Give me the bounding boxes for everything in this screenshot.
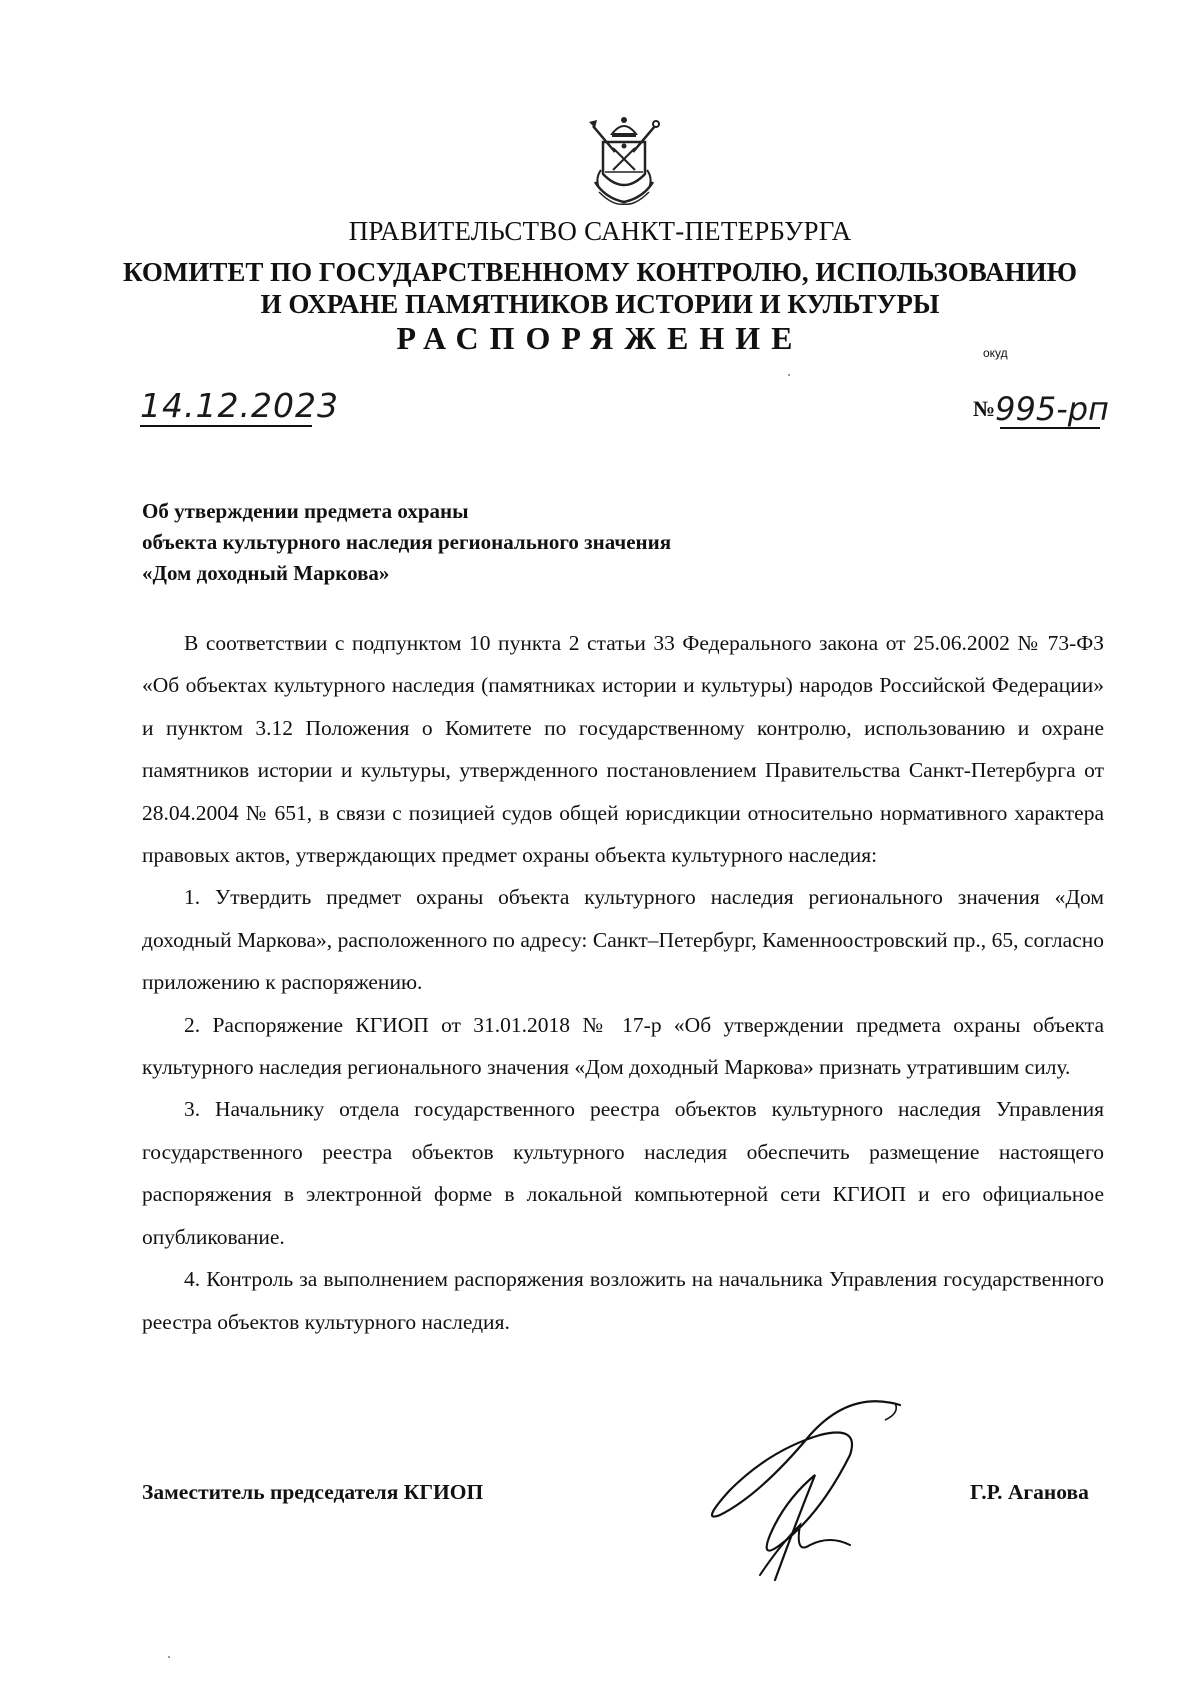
order-item-3: 3. Начальнику отдела государственного реестра объектов культурного наследия Управления государственного реестра объектов культурного наследия обеспечить размещение настоящего распоряжения в электронной форме в локальной компьютерной сети КГИОП и его официальное опубликование. — [142, 1097, 1104, 1249]
okud-label: окуд — [983, 346, 1008, 360]
number-sign: № — [973, 396, 996, 421]
subject-line3: «Дом доходный Маркова» — [142, 561, 390, 585]
signatory-name: Г.Р. Аганова — [970, 1480, 1089, 1504]
document-number: 995-рп — [995, 390, 1109, 428]
order-item-2: 2. Распоряжение КГИОП от 31.01.2018 № 17-р «Об утверждении предмета охраны объекта культурного наследия регионального значения «Дом доходный Маркова» признать утратившим силу. — [142, 1012, 1104, 1080]
document-subject — [142, 496, 671, 589]
document-body — [142, 622, 1104, 1343]
order-item-4: 4. Контроль за выполнением распоряжения возложить на начальника Управления государственного реестра объектов культурного наследия. — [142, 1267, 1104, 1334]
committee-name — [0, 256, 1200, 320]
committee-name-line2: И ОХРАНЕ ПАМЯТНИКОВ ИСТОРИИ И КУЛЬТУРЫ — [260, 289, 940, 319]
scan-artifact — [788, 374, 790, 376]
handwritten-signature-icon — [700, 1395, 910, 1595]
number-underline — [1000, 427, 1100, 429]
signatory-title: Заместитель председателя КГИОП — [142, 1480, 484, 1504]
document-type: РАСПОРЯЖЕНИЕ — [396, 320, 804, 356]
subject-line2: объекта культурного наследия регионального значения — [142, 530, 672, 554]
document-number-field — [973, 390, 1109, 428]
order-item-1: 1. Утвердить предмет охраны объекта культурного наследия регионального значения «Дом доходный Маркова», расположенного по адресу: Санкт–Петербург, Каменноостровский пр., 65, согласно приложению к распоряжению. — [142, 885, 1104, 995]
government-name: ПРАВИТЕЛЬСТВО САНКТ-ПЕТЕРБУРГА — [348, 216, 852, 246]
scan-artifact — [168, 1656, 170, 1658]
committee-name-line1: КОМИТЕТ ПО ГОСУДАРСТВЕННОМУ КОНТРОЛЮ, ИСПОЛЬЗОВАНИЮ — [123, 257, 1077, 287]
coat-of-arms-icon — [585, 112, 663, 208]
date-underline — [140, 425, 312, 427]
preamble-paragraph: В соответствии с подпунктом 10 пункта 2 статьи 33 Федерального закона от 25.06.2002 № 73-ФЗ «Об объектах культурного наследия (памятниках истории и культуры) народов Российской Федерации» и пунктом 3.12 Положения о Комитете по государственному контролю, использованию и охране памятников истории и культуры, утвержденного постановлением Правительства Санкт-Петербурга от 28.04.2004 № 651, в связи с позицией судов общей юрисдикции относительно нормативного характера правовых актов, утверждающих предмет охраны объекта культурного наследия: — [142, 631, 1104, 868]
document-date: 14.12.2023 — [140, 386, 339, 425]
subject-line1: Об утверждении предмета охраны — [142, 499, 469, 523]
